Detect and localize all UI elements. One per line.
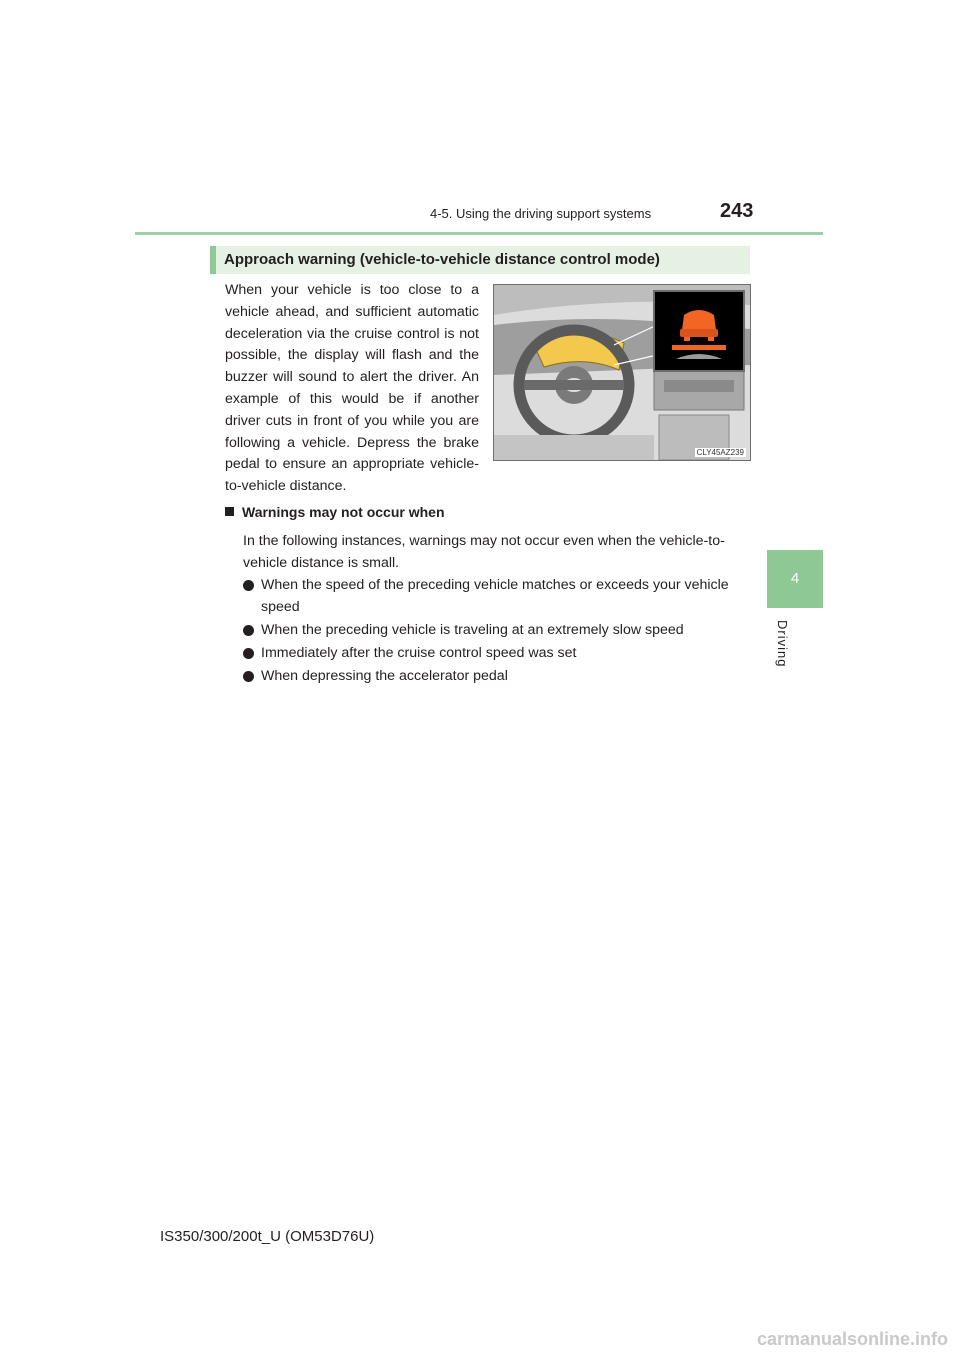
list-item-text: Immediately after the cruise control speed was set bbox=[261, 645, 577, 661]
header-section-title: 4-5. Using the driving support systems bbox=[430, 206, 652, 221]
list-item bbox=[243, 619, 748, 641]
section-heading bbox=[210, 246, 750, 274]
bullet-dot-icon bbox=[243, 671, 254, 682]
footer-model-code: IS350/300/200t_U (OM53D76U) bbox=[160, 1228, 375, 1245]
distance-bar bbox=[672, 345, 726, 350]
square-bullet-icon bbox=[225, 507, 234, 516]
list-item-text: When the preceding vehicle is traveling at an extremely slow speed bbox=[261, 622, 684, 638]
list-item bbox=[243, 665, 748, 687]
subsection-heading bbox=[225, 504, 445, 520]
bullet-dot-icon bbox=[243, 580, 254, 591]
dashboard-illustration bbox=[493, 284, 751, 461]
subsection-intro: In the following instances, warnings may not occur even when the vehicle-to-vehicle distance is small. bbox=[243, 533, 725, 571]
dashboard-drawing bbox=[494, 285, 750, 460]
subsection-heading-text: Warnings may not occur when bbox=[242, 504, 445, 520]
list-item-text: When the speed of the preceding vehicle matches or exceeds your vehicle speed bbox=[261, 577, 729, 615]
section-paragraph: When your vehicle is too close to a vehicle ahead, and sufficient automatic deceleration via the cruise control is not possible, the display will flash and the buzzer will sound to alert the driver. An example of this would be if another driver cuts in front of you while you are following a vehicle. Depress the brake pedal to ensure an appropriate vehicle-to-vehicle distance. bbox=[225, 282, 479, 495]
warning-conditions-list bbox=[243, 574, 748, 688]
list-item bbox=[243, 574, 748, 618]
bullet-dot-icon bbox=[243, 625, 254, 636]
page-number: 243 bbox=[720, 200, 754, 222]
list-item bbox=[243, 642, 748, 664]
chapter-tab-label: Driving bbox=[775, 620, 790, 668]
watermark: carmanualsonline.info bbox=[756, 1329, 948, 1349]
header-divider bbox=[135, 232, 823, 235]
list-item-text: When depressing the accelerator pedal bbox=[261, 668, 508, 684]
bullet-dot-icon bbox=[243, 648, 254, 659]
figure-code: CLY45AZ239 bbox=[696, 448, 744, 457]
section-heading-text: Approach warning (vehicle-to-vehicle distance control mode) bbox=[224, 251, 660, 268]
chapter-tab-number: 4 bbox=[767, 550, 823, 608]
